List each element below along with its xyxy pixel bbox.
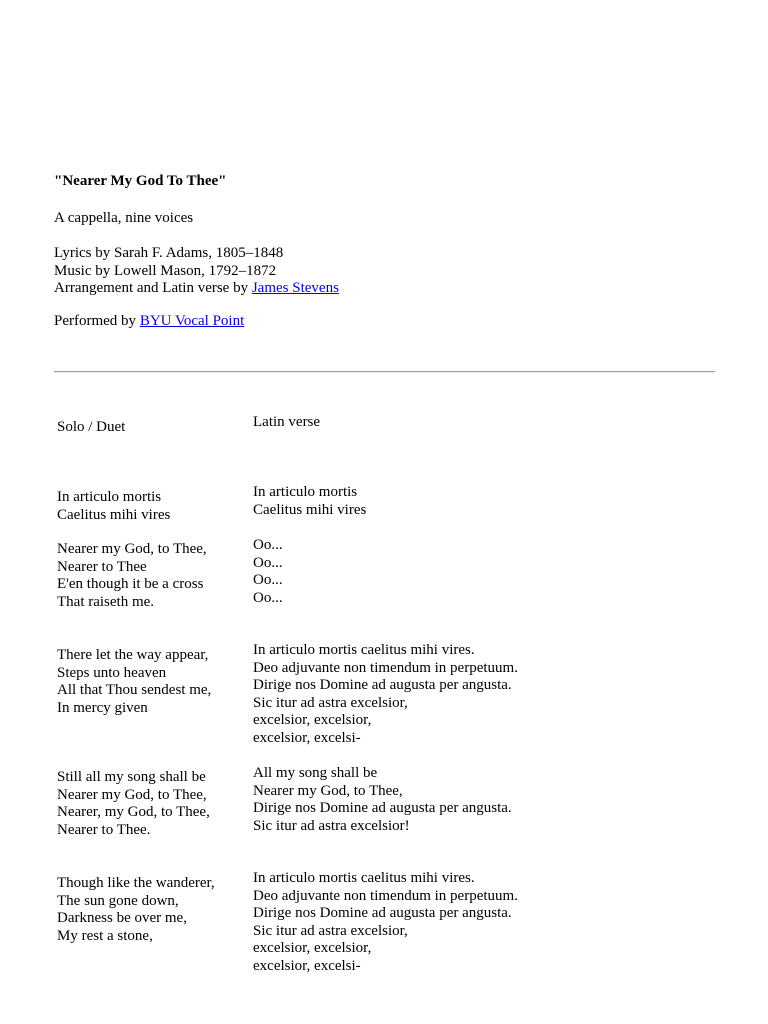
lyric-line: excelsior, excelsi- bbox=[253, 957, 361, 974]
lyric-line: Dirige nos Domine ad augusta per angusta. bbox=[253, 800, 512, 816]
lyrics-cell-right bbox=[253, 537, 283, 607]
lyric-line: Sic itur ad astra excelsior, bbox=[253, 694, 408, 711]
song-title: "Nearer My God To Thee" bbox=[54, 173, 227, 189]
lyrics-cell-left bbox=[57, 769, 210, 839]
header-solo-duet: Solo / Duet bbox=[57, 419, 126, 435]
performed-prefix: Performed by bbox=[54, 313, 140, 329]
music-credit: Music by Lowell Mason, 1792–1872 bbox=[54, 262, 277, 279]
lyric-line: In articulo mortis caelitus mihi vires. bbox=[253, 642, 475, 658]
lyric-line: Nearer my God, to Thee, bbox=[57, 541, 207, 557]
header-latin-verse: Latin verse bbox=[253, 414, 321, 430]
lyric-line: All my song shall be bbox=[253, 765, 378, 781]
lyric-line: In articulo mortis bbox=[253, 484, 358, 500]
lyric-line: Sic itur ad astra excelsior, bbox=[253, 922, 408, 939]
lyric-line: That raiseth me. bbox=[57, 593, 155, 610]
lyric-line: Darkness be over me, bbox=[57, 910, 187, 926]
credits-block bbox=[54, 245, 339, 298]
arranger-link[interactable]: James Stevens bbox=[251, 280, 339, 296]
lyric-line: Sic itur ad astra excelsior! bbox=[253, 817, 410, 834]
lyric-line: In articulo mortis bbox=[57, 489, 162, 505]
lyric-line: In mercy given bbox=[57, 699, 148, 716]
lyric-line: My rest a stone, bbox=[57, 927, 153, 944]
lyric-line: Caelitus mihi vires bbox=[57, 506, 171, 523]
lyrics-cell-left bbox=[57, 489, 170, 524]
lyric-line: Oo... bbox=[253, 572, 283, 588]
arrangement-prefix: Arrangement and Latin verse by bbox=[54, 280, 252, 296]
lyric-line: E'en though it be a cross bbox=[57, 576, 204, 592]
lyric-line: excelsior, excelsior, bbox=[253, 712, 372, 728]
lyric-line: excelsior, excelsi- bbox=[253, 729, 361, 746]
lyric-line: Nearer to Thee. bbox=[57, 821, 151, 838]
performer-credit bbox=[54, 313, 244, 331]
lyric-line: excelsior, excelsior, bbox=[253, 940, 372, 956]
lyric-line: There let the way appear, bbox=[57, 647, 209, 663]
lyric-line: Nearer, my God, to Thee, bbox=[57, 804, 210, 820]
lyric-line: Oo... bbox=[253, 589, 283, 606]
lyrics-cell-left bbox=[57, 541, 207, 611]
lyrics-cell-right bbox=[253, 642, 518, 747]
lyric-line: Still all my song shall be bbox=[57, 769, 206, 785]
lyric-line: Dirige nos Domine ad augusta per angusta. bbox=[253, 905, 512, 921]
lyrics-cell-left bbox=[57, 647, 211, 717]
lyrics-credit: Lyrics by Sarah F. Adams, 1805–1848 bbox=[54, 245, 284, 261]
voicing-subtitle: A cappella, nine voices bbox=[54, 210, 194, 226]
lyric-line: All that Thou sendest me, bbox=[57, 682, 212, 698]
lyrics-cell-right bbox=[253, 870, 518, 975]
lyric-line: Oo... bbox=[253, 554, 283, 571]
lyric-line: Steps unto heaven bbox=[57, 664, 167, 681]
lyric-line: Dirige nos Domine ad augusta per angusta. bbox=[253, 677, 512, 693]
horizontal-divider bbox=[54, 371, 715, 373]
performer-link[interactable]: BYU Vocal Point bbox=[139, 313, 245, 329]
lyrics-cell-right bbox=[253, 484, 366, 519]
lyric-line: Nearer to Thee bbox=[57, 558, 147, 575]
lyrics-cell-left bbox=[57, 875, 215, 945]
lyric-line: Caelitus mihi vires bbox=[253, 501, 367, 518]
lyric-line: Oo... bbox=[253, 537, 283, 553]
lyric-line: In articulo mortis caelitus mihi vires. bbox=[253, 870, 475, 886]
lyric-line: Deo adjuvante non timendum in perpetuum. bbox=[253, 659, 518, 676]
lyric-line: Nearer my God, to Thee, bbox=[57, 786, 207, 803]
arrangement-credit bbox=[54, 280, 339, 298]
lyric-line: Though like the wanderer, bbox=[57, 875, 215, 891]
lyric-line: Deo adjuvante non timendum in perpetuum. bbox=[253, 887, 518, 904]
lyric-line: Nearer my God, to Thee, bbox=[253, 782, 403, 799]
lyrics-cell-right bbox=[253, 765, 512, 835]
lyric-line: The sun gone down, bbox=[57, 892, 179, 909]
